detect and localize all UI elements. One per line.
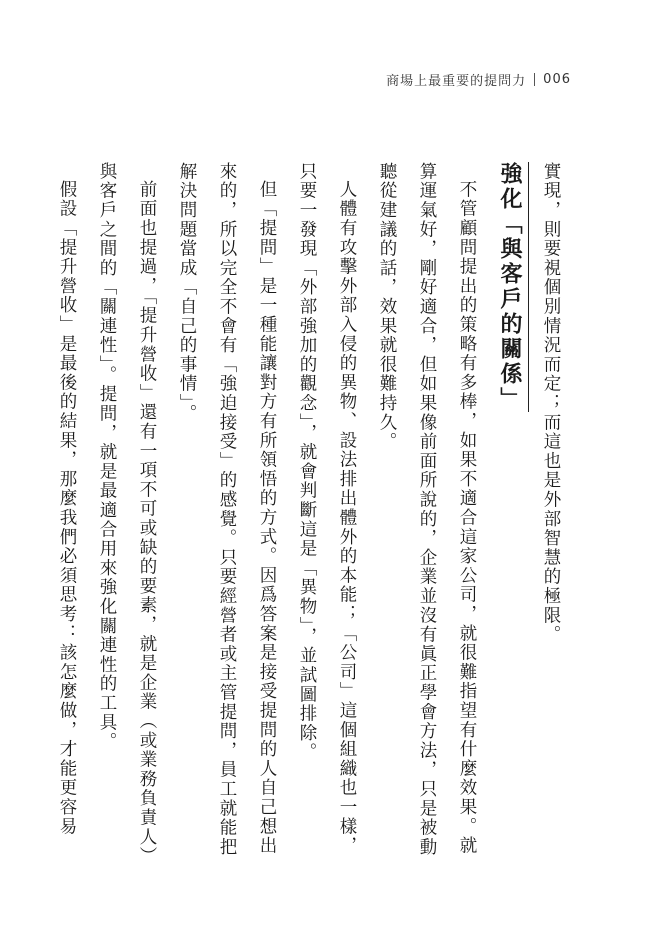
paragraph: 不管顧問提出的策略有多棒，如果不適合這家公司，就很難指望有什麼效果。就算運氣好，剛好適合，但如果像前面所說的，企業並沒有眞正學會方法，只是被動聽從建議的話，效果就很難持久。 [377, 162, 477, 857]
paragraph-continued: 實現，則要視個別情況而定；而這也是外部智慧的極限。 [541, 162, 561, 645]
running-header [386, 70, 571, 89]
section-heading-block [487, 162, 531, 412]
paragraph: 但「提問」是一種能讓對方有所領悟的方式。因爲答案是接受提問的人自己想出來的，所以完全不會有「強迫接受」的感覺。只要經營者或主管提問，員工就能把解決問題當成「自己的事情」。 [177, 162, 277, 857]
page-number: 006 [543, 72, 571, 87]
header-divider [534, 73, 535, 86]
paragraph: 前面也提過，「提升營收」還有一項不可或缺的要素，就是企業（或業務負責人）與客戶之間的「關連性」。提問，就是最適合用來強化關連性的工具。 [97, 162, 157, 857]
section-heading: 強化「與客戶的關係」 [497, 162, 529, 412]
book-title: 商場上最重要的提問力 [386, 74, 527, 89]
vertical-text-body [11, 162, 571, 862]
paragraph: 假設「提升營收」是最後的結果，那麼我們必須思考：該怎麼做，才能更容易 [57, 179, 77, 836]
paragraph: 人體有攻擊外部入侵的異物、設法排出體外的本能；「公司」這個組織也一樣，只要一發現「外部強加的觀念」，就會判斷這是「異物」，並試圖排除。 [297, 162, 357, 855]
